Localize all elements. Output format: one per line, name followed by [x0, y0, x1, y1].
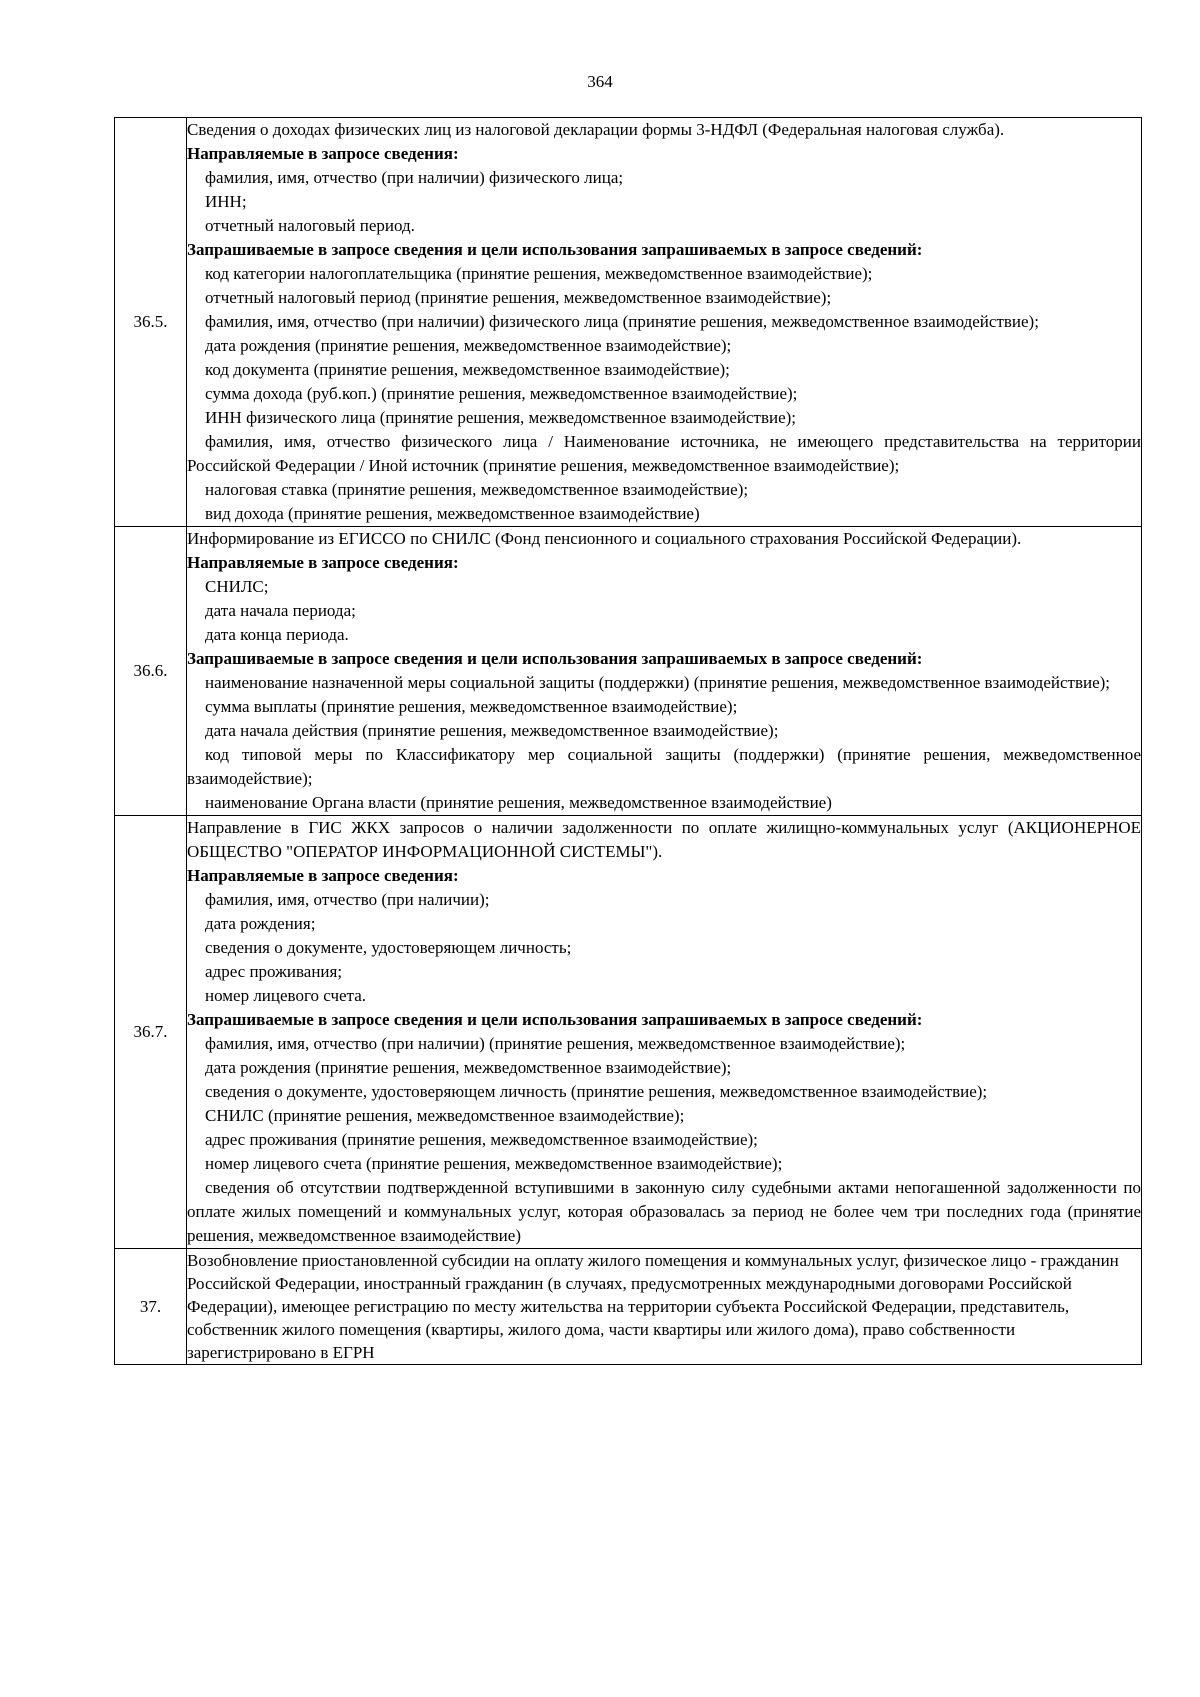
list-item: вид дохода (принятие решения, межведомственное взаимодействие) [205, 504, 700, 523]
row-title: Возобновление приостановленной субсидии на оплату жилого помещения и коммунальных услуг, физическое лицо - гражданин Российской Федерации, иностранный гражданин (в случаях, предусмотренных международными договорами Российской Федерации), имеющее регистрацию по месту жительства на территории субъекта Российской Федерации, представитель, собственник жилого помещения (квартиры, жилого дома, части квартиры или жилого дома), право собственности зарегистрировано в ЕГРН [187, 1251, 1119, 1362]
section-heading: Запрашиваемые в запросе сведения и цели использования запрашиваемых в запросе сведений: [187, 1010, 923, 1029]
list-item: сумма дохода (руб.коп.) (принятие решения, межведомственное взаимодействие); [205, 384, 798, 403]
table-row [115, 527, 1142, 816]
list-item: дата конца периода. [205, 625, 349, 644]
list-item: СНИЛС; [205, 577, 269, 596]
section-heading: Запрашиваемые в запросе сведения и цели использования запрашиваемых в запросе сведений: [187, 240, 923, 259]
row-content [187, 118, 1142, 527]
list-item: дата рождения (принятие решения, межведомственное взаимодействие); [205, 1058, 732, 1077]
list-item: фамилия, имя, отчество (при наличии); [205, 890, 490, 909]
list-item: наименование назначенной меры социальной защиты (поддержки) (принятие решения, межведомственное взаимодействие); [205, 673, 1111, 692]
list-item: фамилия, имя, отчество физического лица / Наименование источника, не имеющего представительства на территории Российской Федерации / Иной источник (принятие решения, межведомственное взаимодействие); [187, 432, 1141, 475]
list-item: дата начала периода; [205, 601, 356, 620]
section-heading: Направляемые в запросе сведения: [187, 866, 459, 885]
row-number: 36.7. [115, 816, 187, 1249]
row-content [187, 816, 1142, 1249]
row-title: Информирование из ЕГИССО по СНИЛС (Фонд пенсионного и социального страхования Российской Федерации). [187, 529, 1022, 548]
list-item: номер лицевого счета. [205, 986, 366, 1005]
section-heading: Направляемые в запросе сведения: [187, 553, 459, 572]
section-heading: Запрашиваемые в запросе сведения и цели использования запрашиваемых в запросе сведений: [187, 649, 923, 668]
row-content [187, 527, 1142, 816]
table-row [115, 1249, 1142, 1365]
list-item: код типовой меры по Классификатору мер социальной защиты (поддержки) (принятие решения, межведомственное взаимодействие); [187, 745, 1141, 788]
list-item: адрес проживания (принятие решения, межведомственное взаимодействие); [205, 1130, 758, 1149]
table-row [115, 816, 1142, 1249]
list-item: ИНН физического лица (принятие решения, межведомственное взаимодействие); [205, 408, 797, 427]
list-item: код документа (принятие решения, межведомственное взаимодействие); [205, 360, 730, 379]
row-number: 36.6. [115, 527, 187, 816]
list-item: фамилия, имя, отчество (при наличии) физического лица; [205, 168, 624, 187]
row-content [187, 1249, 1142, 1365]
row-title: Сведения о доходах физических лиц из налоговой декларации формы 3-НДФЛ (Федеральная налоговая служба). [187, 120, 1005, 139]
list-item: отчетный налоговый период (принятие решения, межведомственное взаимодействие); [205, 288, 832, 307]
list-item: код категории налогоплательщика (принятие решения, межведомственное взаимодействие); [205, 264, 873, 283]
list-item: фамилия, имя, отчество (при наличии) (принятие решения, межведомственное взаимодействие); [205, 1034, 906, 1053]
list-item: наименование Органа власти (принятие решения, межведомственное взаимодействие) [205, 793, 832, 812]
list-item: сведения об отсутствии подтвержденной вступившими в законную силу судебными актами непогашенной задолженности по оплате жилых помещений и коммунальных услуг, которая образовалась за период не более чем три последних года (принятие решения, межведомственное взаимодействие) [187, 1178, 1141, 1245]
list-item: отчетный налоговый период. [205, 216, 415, 235]
list-item: дата рождения; [205, 914, 316, 933]
row-number: 36.5. [115, 118, 187, 527]
list-item: фамилия, имя, отчество (при наличии) физического лица (принятие решения, межведомственное взаимодействие); [205, 312, 1039, 331]
row-title: Направление в ГИС ЖКХ запросов о наличии задолженности по оплате жилищно-коммунальных услуг (АКЦИОНЕРНОЕ ОБЩЕСТВО "ОПЕРАТОР ИНФОРМАЦИОННОЙ СИСТЕМЫ"). [187, 818, 1141, 861]
list-item: сумма выплаты (принятие решения, межведомственное взаимодействие); [205, 697, 738, 716]
list-item: номер лицевого счета (принятие решения, межведомственное взаимодействие); [205, 1154, 783, 1173]
page-number: 364 [587, 72, 613, 91]
list-item: сведения о документе, удостоверяющем личность; [205, 938, 572, 957]
list-item: дата рождения (принятие решения, межведомственное взаимодействие); [205, 336, 732, 355]
document-table [114, 117, 1142, 1365]
list-item: адрес проживания; [205, 962, 343, 981]
list-item: ИНН; [205, 192, 247, 211]
list-item: дата начала действия (принятие решения, межведомственное взаимодействие); [205, 721, 779, 740]
row-number: 37. [115, 1249, 187, 1365]
list-item: СНИЛС (принятие решения, межведомственное взаимодействие); [205, 1106, 685, 1125]
section-heading: Направляемые в запросе сведения: [187, 144, 459, 163]
list-item: сведения о документе, удостоверяющем личность (принятие решения, межведомственное взаимодействие); [205, 1082, 988, 1101]
table-row [115, 118, 1142, 527]
list-item: налоговая ставка (принятие решения, межведомственное взаимодействие); [205, 480, 749, 499]
